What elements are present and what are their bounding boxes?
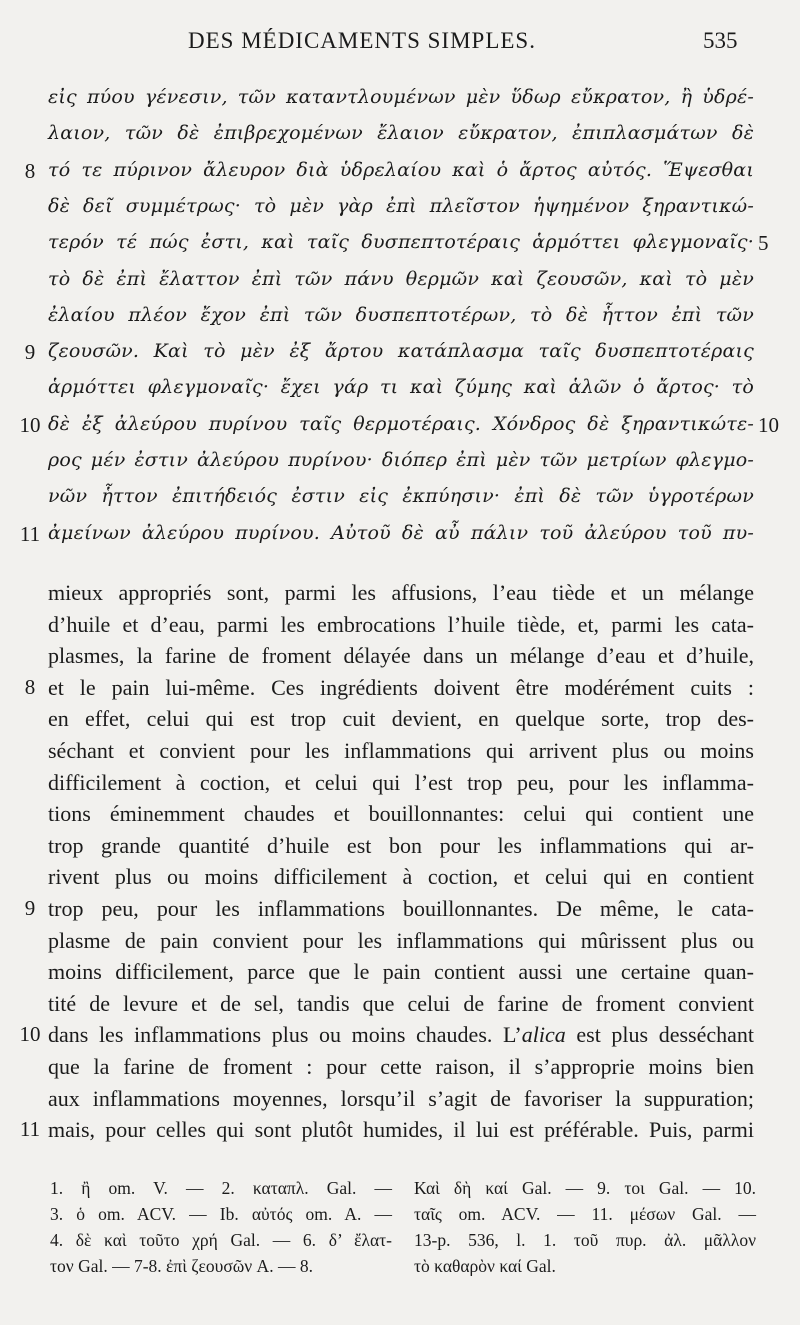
french-line (0, 738, 800, 770)
margin-line-number: 5 (758, 231, 769, 256)
greek-line (0, 485, 800, 517)
greek-line (0, 268, 800, 300)
line-text: νῶν ἧττον ἐπιτήδειός ἐστιν εἰς ἐκπύησιν· ἐπὶ δὲ τῶν ὑγροτέρων (48, 485, 754, 508)
page-number: 535 (703, 28, 738, 53)
greek-line (0, 340, 800, 372)
line-text: τό τε πύρινον ἄλευρον διὰ ὑδρελαίου καὶ ὁ ἄρτος αὐτός. Ἕψεσθαι (48, 158, 754, 181)
line-number: 9 (24, 896, 36, 920)
line-number: 10 (19, 1022, 41, 1047)
greek-line (0, 122, 800, 154)
line-text: ἁρμόττει φλεγμοναῖς· ἔχει γάρ τι καὶ ζύμης καὶ ἁλῶν ὁ ἄρτος· τὸ (48, 376, 754, 399)
french-line (0, 770, 800, 802)
line-text: aux inflammations moyennes, lorsqu’il s’agit de favoriser la suppuration; (48, 1085, 754, 1111)
greek-line (0, 413, 800, 445)
french-line (0, 864, 800, 896)
line-number: 8 (24, 674, 36, 699)
footnote-line: τὸ καθαρὸν καί Gal. (414, 1256, 556, 1276)
french-line (0, 801, 800, 833)
footnote-line: 3. ὁ om. ACV. — Ib. αὐτός om. A. — (50, 1204, 392, 1224)
margin-line-number: 10 (758, 412, 779, 437)
line-text: et le pain lui-même. Ces ingrédients doivent être modérément cuits : (48, 674, 754, 700)
line-text: difficilement à coction, et celui qui l’est trop peu, pour les inflamma- (48, 769, 754, 795)
line-text: que la farine de froment : pour cette raison, il s’approprie moins bien (48, 1054, 754, 1079)
line-text: en effet, celui qui est trop cuit devient, en quelque sorte, trop des- (48, 706, 754, 732)
page-header (0, 28, 800, 64)
line-text: plasme de pain convient pour les inflammations qui mûrissent plus ou (48, 927, 754, 953)
french-line (0, 706, 800, 738)
line-text: tions éminemment chaudes et bouillonnantes: celui qui contient une (48, 801, 754, 827)
french-line (0, 580, 800, 612)
footnote-line: τον Gal. — 7-8. ἐπὶ ζεουσῶν A. — 8. (50, 1256, 313, 1276)
greek-line (0, 522, 800, 554)
greek-line (0, 231, 800, 263)
french-line (0, 928, 800, 960)
french-line (0, 675, 800, 707)
line-text: mieux appropriés sont, parmi les affusions, l’eau tiède et un mélange (48, 580, 754, 605)
running-title: DES MÉDICAMENTS SIMPLES. (188, 28, 536, 53)
french-line (0, 991, 800, 1023)
line-text: δὲ δεῖ συμμέτρως· τὸ μὲν γὰρ ἐπὶ πλεῖστον ἡψημένον ξηραντικώ- (48, 194, 754, 217)
greek-line (0, 86, 800, 118)
footnote-line: 1. ἢ om. V. — 2. καταπλ. Gal. — (50, 1178, 392, 1198)
line-text: trop peu, pour les inflammations bouillonnantes. De même, le cata- (48, 896, 754, 921)
line-number: 10 (19, 412, 41, 437)
french-line (0, 643, 800, 675)
line-text: δὲ ἐξ ἀλεύρου πυρίνου ταῖς θερμοτέραις. Χόνδρος δὲ ξηραντικώτε- (48, 412, 754, 435)
french-line (0, 1054, 800, 1086)
footnote-line: 13-p. 536, l. 1. τοῦ πυρ. ἀλ. μᾶλλον (414, 1230, 756, 1250)
french-line (0, 833, 800, 865)
greek-line (0, 376, 800, 408)
french-line (0, 1086, 800, 1118)
line-number: 11 (19, 521, 41, 546)
greek-line (0, 304, 800, 336)
line-text: rivent plus ou moins difficilement à coction, et celui qui en contient (48, 864, 754, 890)
french-line (0, 959, 800, 991)
line-text: ρος μέν ἐστιν ἀλεύρου πυρίνου· διόπερ ἐπὶ μὲν τῶν μετρίων φλεγμο- (48, 449, 754, 471)
footnote-line: 4. δὲ καὶ τοῦτο χρή Gal. — 6. δ’ ἔλατ- (50, 1230, 392, 1250)
line-text: tité de levure et de sel, tandis que celui de farine de froment convient (48, 990, 754, 1016)
line-text: λαιον, τῶν δὲ ἐπιβρεχομένων ἔλαιον εὔκρατον, ἐπιπλασμάτων δὲ (48, 122, 754, 145)
greek-line (0, 195, 800, 227)
line-number: 11 (19, 1117, 41, 1142)
french-line (0, 896, 800, 928)
line-number: 8 (24, 158, 36, 183)
line-number: 9 (24, 340, 36, 365)
greek-line (0, 159, 800, 191)
line-text: ἐλαίου πλέον ἔχον ἐπὶ τῶν δυσπεπτοτέρων, τὸ δὲ ἧττον ἐπὶ τῶν (48, 303, 754, 326)
footnote-line: ταῖς om. ACV. — 11. μέσων Gal. — (414, 1204, 756, 1224)
line-text: trop grande quantité d’huile est bon pour les inflammations qui ar- (48, 832, 754, 858)
line-text: τὸ δὲ ἐπὶ ἔλαττον ἐπὶ τῶν πάνυ θερμῶν καὶ ζεουσῶν, καὶ τὸ μὲν (48, 267, 754, 290)
line-text: d’huile et d’eau, parmi les embrocations l’huile tiède, et, parmi les cata- (48, 611, 754, 637)
line-text: séchant et convient pour les inflammations qui arrivent plus ou moins (48, 738, 754, 763)
line-text: moins difficilement, parce que le pain contient aussi une certaine quan- (48, 959, 754, 985)
greek-line (0, 449, 800, 481)
french-line (0, 612, 800, 644)
french-line (0, 1117, 800, 1149)
footnote-line: Καὶ δὴ καί Gal. — 9. τοι Gal. — 10. (414, 1178, 756, 1198)
line-text: dans les inflammations plus ou moins chaudes. L’alica est plus desséchant (48, 1022, 755, 1048)
line-text: ἀμείνων ἀλεύρου πυρίνου. Αὐτοῦ δὲ αὖ πάλιν τοῦ ἀλεύρου τοῦ πυ- (48, 521, 754, 544)
line-text: mais, pour celles qui sont plutôt humides, il lui est préférable. Puis, parmi (48, 1117, 754, 1143)
line-text: plasmes, la farine de froment délayée dans un mélange d’eau et d’huile, (48, 643, 754, 669)
french-line (0, 1022, 800, 1054)
line-text: εἰς πύου γένεσιν, τῶν καταντλουμένων μὲν ὕδωρ εὔκρατον, ἢ ὑδρέ- (48, 86, 754, 108)
line-text: τερόν τέ πώς ἐστι, καὶ ταῖς δυσπεπτοτέραις ἁρμόττει φλεγμοναῖς· (48, 231, 754, 254)
line-text: ζεουσῶν. Καὶ τὸ μὲν ἐξ ἄρτου κατάπλασμα ταῖς δυσπεπτοτέραις (48, 340, 754, 363)
